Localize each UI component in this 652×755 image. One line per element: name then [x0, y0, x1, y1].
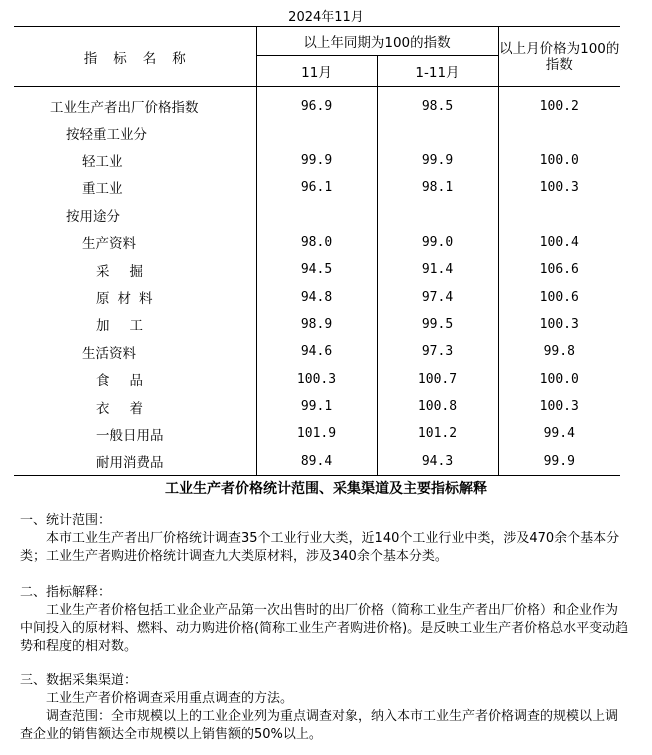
price-index-table: [14, 26, 620, 476]
notes-section-collection: [20, 672, 630, 744]
value-mom: 100.3: [498, 311, 620, 338]
value-ytd: 97.4: [377, 283, 498, 310]
table-row: [14, 311, 620, 338]
value-ytd: 100.8: [377, 393, 498, 420]
value-ytd: 91.4: [377, 256, 498, 283]
value-mom: 100.3: [498, 393, 620, 420]
row-label: 生产资料: [82, 236, 136, 253]
value-mom: 100.3: [498, 174, 620, 201]
section-paragraph: 工业生产者价格包括工业企业产品第一次出售时的出厂价格（简称工业生产者出厂价格）和企业作为中间投入的原材料、燃料、动力购进价格(简称工业生产者购进价格)。是反映工业生产者价格总水平变动趋势和程度的相对数。: [20, 603, 629, 654]
section-heading: 三、数据采集渠道：: [20, 673, 138, 688]
value-month: 94.5: [256, 256, 377, 283]
value-ytd: 100.7: [377, 366, 498, 393]
row-label: 轻工业: [82, 154, 123, 171]
value-mom: 100.0: [498, 146, 620, 173]
row-label: 按轻重工业分: [66, 126, 147, 143]
section-paragraph: 调查范围：全市规模以上的工业企业列为重点调查对象，纳入本市工业生产者价格调查的规模以上调查企业的销售额达全市规模以上销售额的50%以上。: [20, 709, 619, 742]
value-month: [256, 201, 377, 228]
value-month: 94.6: [256, 338, 377, 365]
row-label: 按用途分: [66, 208, 120, 225]
row-label: 工业生产者出厂价格指数: [50, 100, 199, 116]
row-label: 生活资料: [82, 345, 136, 362]
row-label: 耐用消费品: [14, 448, 256, 476]
value-month: [256, 119, 377, 146]
value-ytd: 99.0: [377, 229, 498, 256]
row-label: 重工业: [82, 181, 123, 198]
header-mom-index: 以上月价格为100的指数: [498, 27, 620, 87]
row-label: 采掘: [96, 263, 163, 280]
row-label: 原材料: [96, 291, 161, 308]
value-mom: 99.9: [498, 448, 620, 476]
section-heading: 一、统计范围：: [20, 513, 112, 528]
value-ytd: 94.3: [377, 448, 498, 476]
row-label: 加工: [96, 318, 163, 335]
value-mom: 100.4: [498, 229, 620, 256]
header-month: 11月: [256, 56, 377, 87]
value-month: 96.1: [256, 174, 377, 201]
value-month: 99.9: [256, 146, 377, 173]
header-ytd: 1-11月: [377, 56, 498, 87]
value-mom: 99.4: [498, 420, 620, 447]
header-indicator-name: 指标名称: [14, 27, 256, 87]
row-label: 一般日用品: [96, 427, 164, 444]
value-mom: [498, 201, 620, 228]
table-row: [14, 366, 620, 393]
table-row: [14, 229, 620, 256]
value-month: 101.9: [256, 420, 377, 447]
row-label: 衣着: [96, 400, 163, 417]
value-ytd: 98.1: [377, 174, 498, 201]
value-month: 89.4: [256, 448, 377, 476]
notes-section-definitions: [20, 584, 630, 656]
value-ytd: 99.5: [377, 311, 498, 338]
value-mom: 100.0: [498, 366, 620, 393]
report-period: 2024年11月: [288, 10, 364, 25]
value-ytd: [377, 201, 498, 228]
value-month: 98.9: [256, 311, 377, 338]
value-mom: [498, 119, 620, 146]
table-body: [14, 87, 620, 476]
section-paragraph: 本市工业生产者出厂价格统计调查35个工业行业大类，近140个工业行业中类，涉及470余个基本分类；工业生产者购进价格统计调查九大类原材料，涉及340余个基本分类。: [20, 531, 620, 564]
notes-title: 工业生产者价格统计范围、采集渠道及主要指标解释: [165, 481, 487, 497]
table-row: [14, 119, 620, 146]
value-ytd: [377, 119, 498, 146]
value-month: 96.9: [256, 87, 377, 120]
table-row: [14, 87, 620, 120]
table-row: [14, 448, 620, 476]
value-month: 98.0: [256, 229, 377, 256]
value-mom: 99.8: [498, 338, 620, 365]
value-ytd: 99.9: [377, 146, 498, 173]
table-row: [14, 338, 620, 365]
value-mom: 100.2: [498, 87, 620, 120]
table-row: [14, 420, 620, 447]
table-row: [14, 283, 620, 310]
table-row: [14, 393, 620, 420]
section-paragraph: 工业生产者价格调查采用重点调查的方法。: [46, 691, 294, 706]
section-heading: 二、指标解释：: [20, 585, 112, 600]
value-month: 94.8: [256, 283, 377, 310]
value-ytd: 101.2: [377, 420, 498, 447]
table-row: [14, 146, 620, 173]
value-month: 100.3: [256, 366, 377, 393]
value-mom: 100.6: [498, 283, 620, 310]
value-ytd: 97.3: [377, 338, 498, 365]
table-row: [14, 174, 620, 201]
value-month: 99.1: [256, 393, 377, 420]
notes-section-scope: [20, 512, 630, 566]
value-mom: 106.6: [498, 256, 620, 283]
table-row: [14, 256, 620, 283]
value-ytd: 98.5: [377, 87, 498, 120]
header-yoy-index: 以上年同期为100的指数: [256, 27, 498, 56]
row-label: 食品: [96, 373, 163, 390]
table-row: [14, 201, 620, 228]
